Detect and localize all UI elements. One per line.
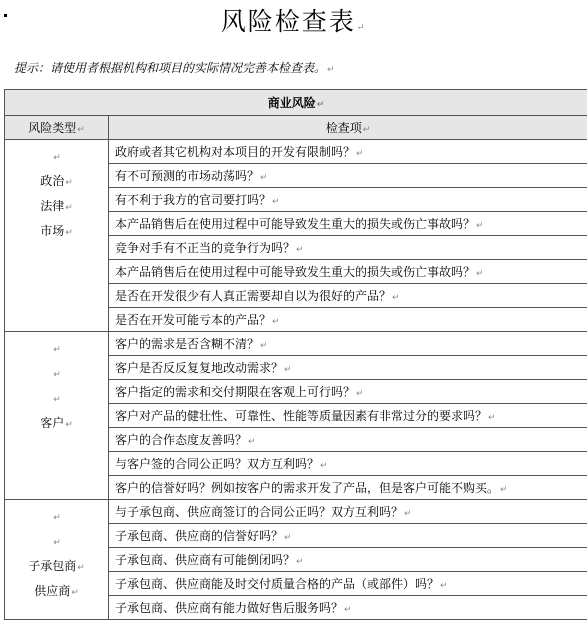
check-item-cell: 是否在开发很少有人真正需要却自以为很好的产品？↵: [109, 284, 587, 308]
check-item-cell: 有不利于我方的官司要打吗？↵: [109, 188, 587, 212]
risk-category-line: 客户↵: [11, 411, 102, 436]
check-item-cell: 子承包商、供应商的信誉好吗？↵: [109, 524, 587, 548]
risk-checklist-table: [4, 89, 587, 620]
risk-category-cell: [5, 140, 109, 332]
risk-category-line: ↵: [11, 504, 102, 529]
check-item-cell: 子承包商、供应商能及时交付质量合格的产品（或部件）吗？↵: [109, 572, 587, 596]
risk-category-cell: [5, 332, 109, 500]
check-item-cell: 客户的合作态度友善吗？↵: [109, 428, 587, 452]
table-section-header-row: [5, 90, 587, 116]
risk-category-line: 政治↵: [11, 169, 102, 194]
check-item-cell: 竞争对手有不正当的竞争行为吗？↵: [109, 236, 587, 260]
table-column-header-row: [5, 116, 587, 140]
table-row: [5, 332, 587, 356]
check-item-cell: 本产品销售后在使用过程中可能导致发生重大的损失或伤亡事故吗？↵: [109, 260, 587, 284]
risk-category-line: 法律↵: [11, 194, 102, 219]
risk-category-line: 市场↵: [11, 219, 102, 244]
risk-category-line: ↵: [11, 386, 102, 411]
risk-category-line: ↵: [11, 529, 102, 554]
check-item-cell: 政府或者其它机构对本项目的开发有限制吗？↵: [109, 140, 587, 164]
risk-category-line: ↵: [11, 144, 102, 169]
check-item-cell: 与子承包商、供应商签订的合同公正吗？双方互利吗？↵: [109, 500, 587, 524]
risk-category-line: 子承包商↵: [11, 554, 102, 579]
check-item-cell: 与客户签的合同公正吗？双方互利吗？↵: [109, 452, 587, 476]
risk-category-line: 供应商↵: [11, 579, 102, 604]
page-title: 风险检查表↵: [0, 2, 587, 38]
check-item-cell: 有不可预测的市场动荡吗？↵: [109, 164, 587, 188]
check-item-cell: 是否在开发可能亏本的产品？↵: [109, 308, 587, 332]
column-header-check-item: 检查项↵: [109, 116, 587, 140]
table-row: [5, 140, 587, 164]
check-item-cell: 本产品销售后在使用过程中可能导致发生重大的损失或伤亡事故吗？↵: [109, 212, 587, 236]
check-item-cell: 客户指定的需求和交付期限在客观上可行吗？↵: [109, 380, 587, 404]
risk-category-cell: [5, 500, 109, 620]
hint-text: 提示：请使用者根据机构和项目的实际情况完善本检查表。↵: [14, 59, 335, 76]
check-item-cell: 客户的需求是否含糊不清？↵: [109, 332, 587, 356]
check-item-cell: 客户对产品的健壮性、可靠性、性能等质量因素有非常过分的要求吗？↵: [109, 404, 587, 428]
risk-category-line: ↵: [11, 361, 102, 386]
section-title-cell: 商业风险↵: [5, 90, 587, 116]
check-item-cell: 客户是否反反复复地改动需求？↵: [109, 356, 587, 380]
risk-category-line: ↵: [11, 336, 102, 361]
column-header-risk-type: 风险类型↵: [5, 116, 109, 140]
check-item-cell: 子承包商、供应商有能力做好售后服务吗？↵: [109, 596, 587, 620]
check-item-cell: 客户的信誉好吗？例如按客户的需求开发了产品，但是客户可能不购买。↵: [109, 476, 587, 500]
table-row: [5, 500, 587, 524]
check-item-cell: 子承包商、供应商有可能倒闭吗？↵: [109, 548, 587, 572]
